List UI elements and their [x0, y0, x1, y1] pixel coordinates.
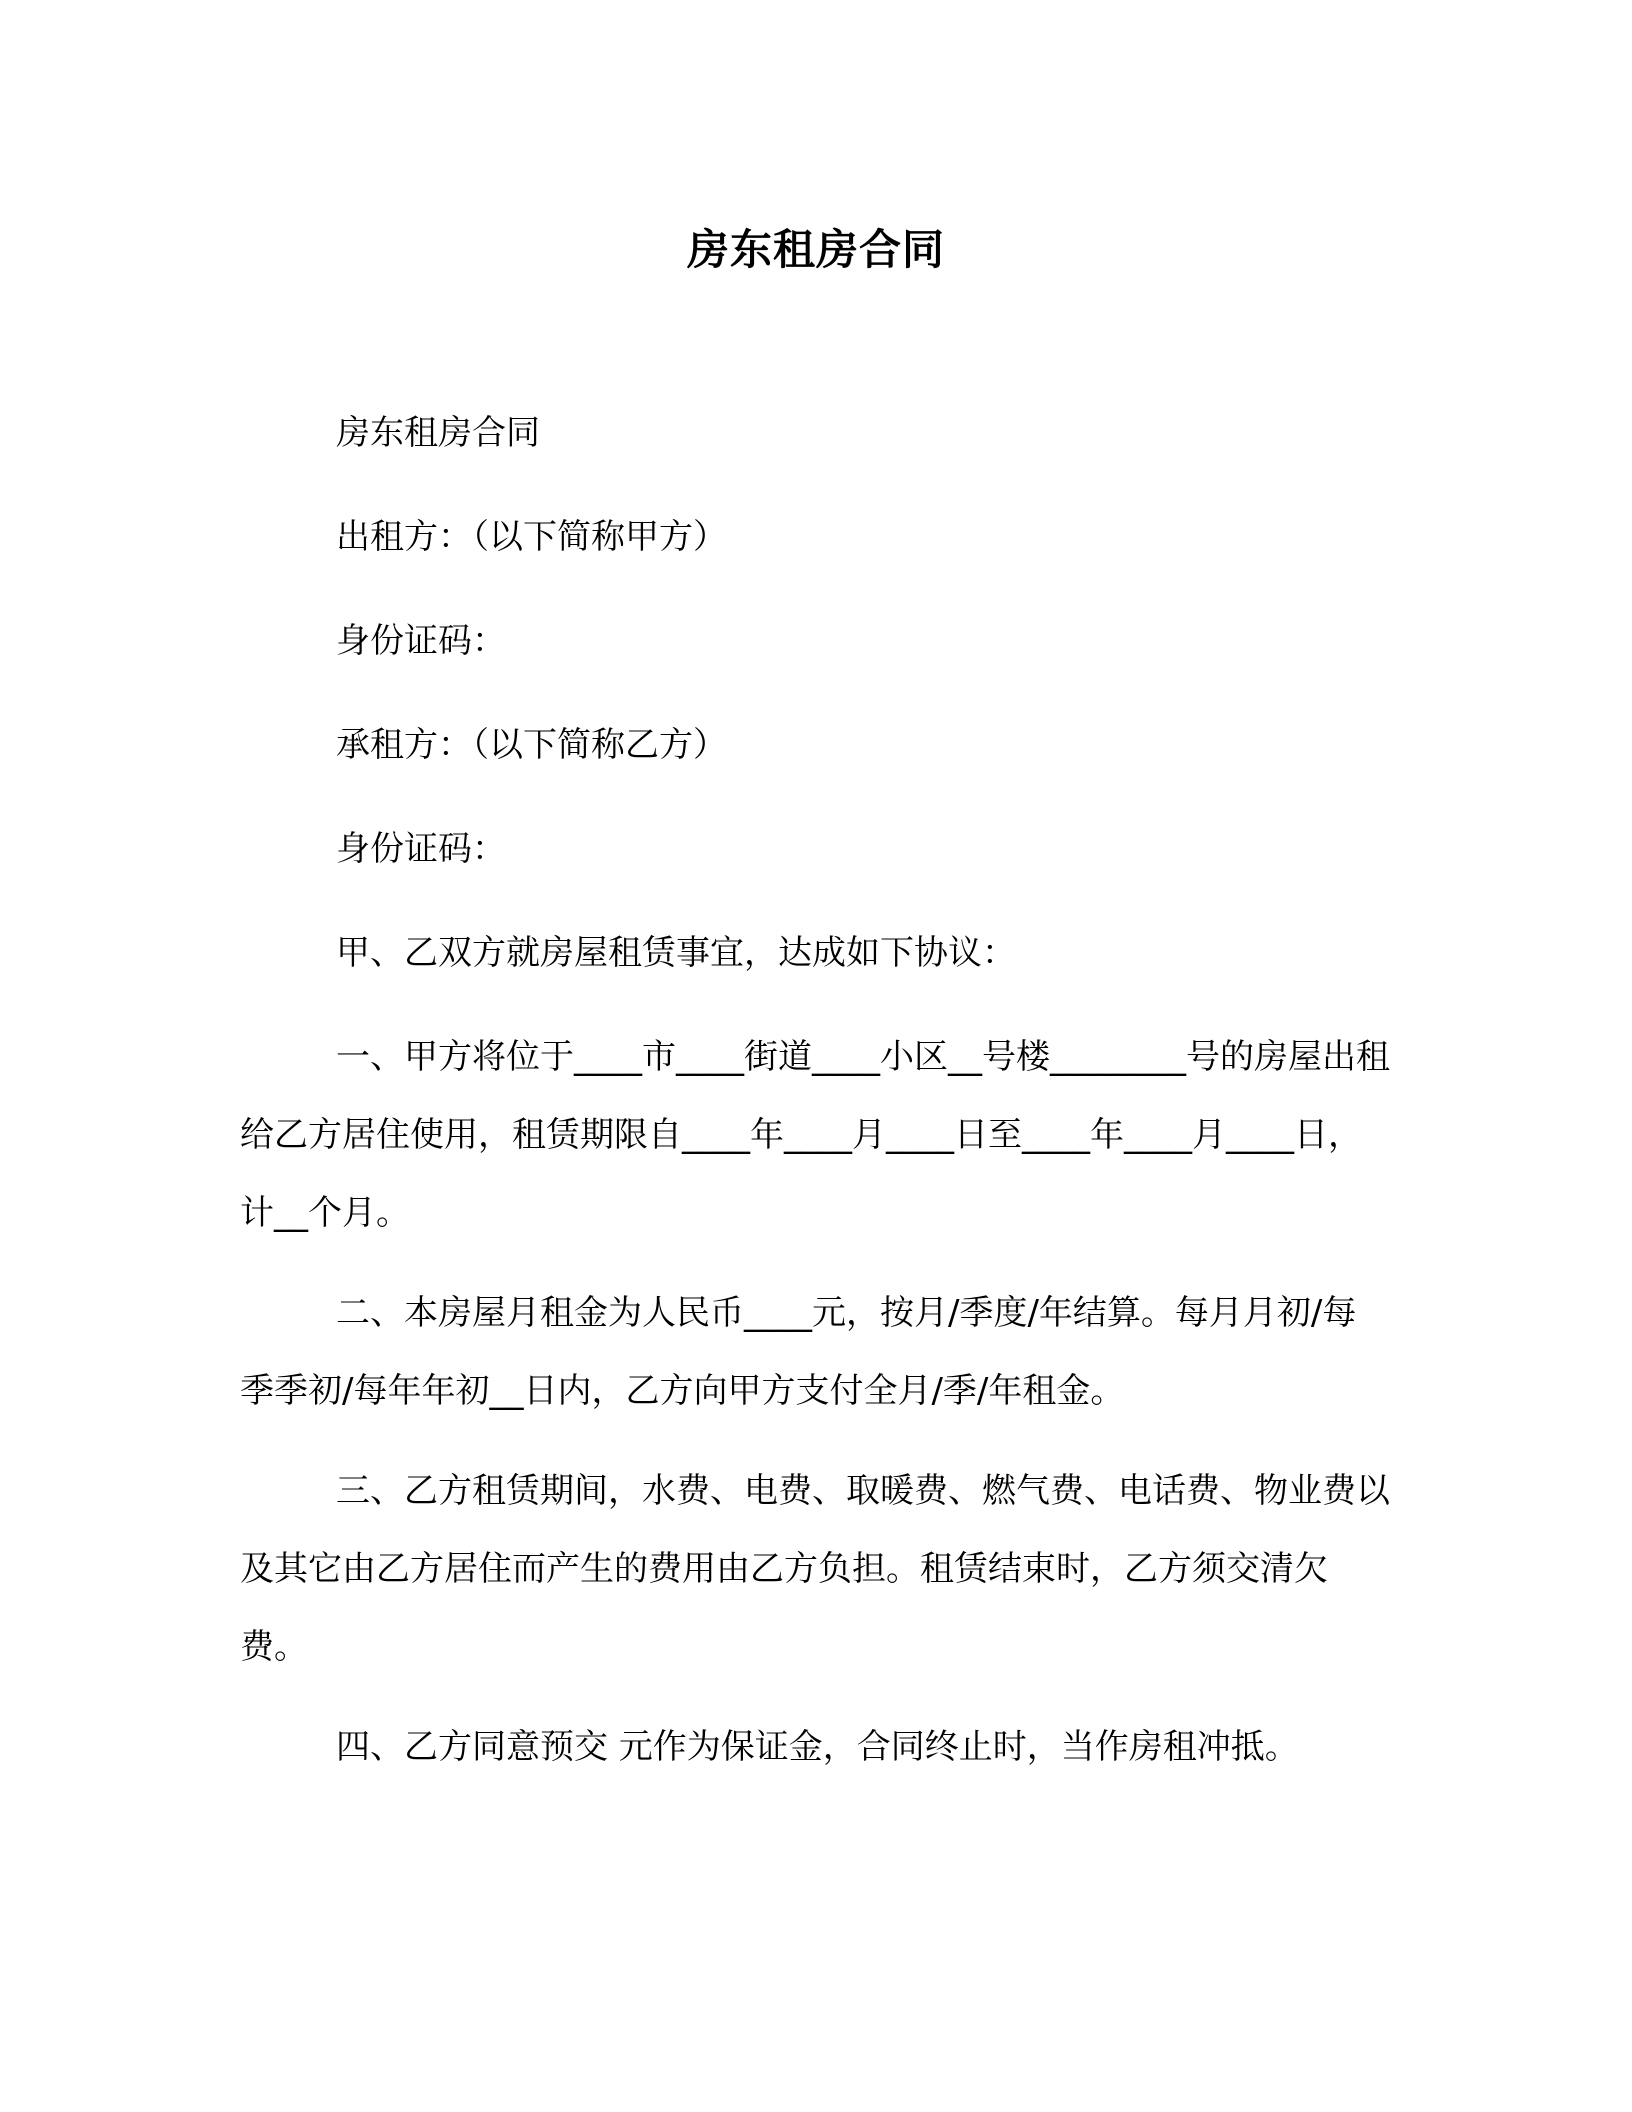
- paragraph-lessee: 承租方：（以下简称乙方）: [336, 725, 727, 765]
- paragraph-heading: 房东租房合同: [336, 413, 540, 453]
- paragraph-lessor: 出租方：（以下简称甲方）: [336, 517, 727, 557]
- paragraph-lessee-id: 身份证码：: [336, 829, 506, 869]
- document-title: 房东租房合同: [686, 225, 945, 274]
- paragraph-clause-1: 一、甲方将位于____市____街道____小区__号楼________号的房屋出租给乙方居住使用，租赁期限自____年____月____日至____年____月____日，计__个月。: [240, 1037, 1390, 1233]
- paragraph-clause-4: 四、乙方同意预交 元作为保证金，合同终止时，当作房租冲抵。: [336, 1727, 1299, 1767]
- paragraph-lessor-id: 身份证码：: [336, 621, 506, 661]
- paragraph-clause-2: 二、本房屋月租金为人民币____元，按月/季度/年结算。每月月初/每季季初/每年年初__日内，乙方向甲方支付全月/季/年租金。: [240, 1293, 1357, 1411]
- paragraph-clause-3: 三、乙方租赁期间，水费、电费、取暖费、燃气费、电话费、物业费以及其它由乙方居住而产生的费用由乙方负担。租赁结束时，乙方须交清欠费。: [240, 1471, 1390, 1667]
- document-body: [240, 394, 1390, 1808]
- paragraph-agreement-intro: 甲、乙双方就房屋租赁事宜，达成如下协议：: [336, 933, 1016, 973]
